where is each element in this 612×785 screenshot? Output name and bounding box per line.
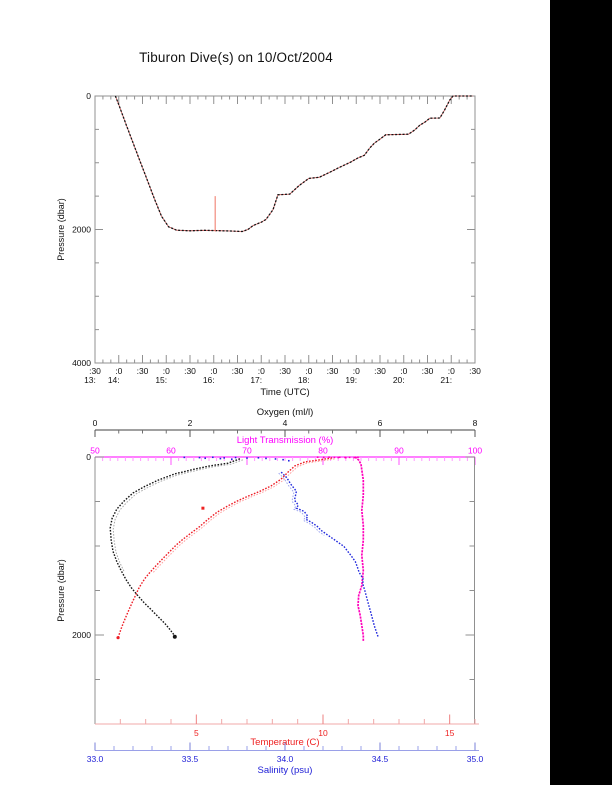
svg-text:19:: 19: <box>345 375 358 385</box>
svg-text:0: 0 <box>92 418 98 428</box>
svg-text::30: :30 <box>184 366 196 376</box>
svg-text:34.0: 34.0 <box>276 754 294 764</box>
svg-text:8: 8 <box>472 418 478 428</box>
svg-text:5: 5 <box>193 728 199 738</box>
svg-text:0: 0 <box>86 91 91 101</box>
right-letterbox <box>550 0 612 785</box>
svg-text::30: :30 <box>326 366 339 376</box>
svg-text::30: :30 <box>374 366 386 376</box>
svg-text::0: :0 <box>115 366 123 376</box>
svg-text::30: :30 <box>279 366 291 376</box>
svg-text:Pressure (dbar): Pressure (dbar) <box>56 198 66 261</box>
svg-text:Salinity (psu): Salinity (psu) <box>257 765 313 776</box>
svg-text:17:: 17: <box>250 375 263 385</box>
svg-text:80: 80 <box>318 445 328 456</box>
svg-text::0: :0 <box>400 366 408 376</box>
svg-text:20:: 20: <box>392 375 405 385</box>
svg-text:34.5: 34.5 <box>371 754 389 764</box>
svg-text:10: 10 <box>318 728 328 738</box>
svg-text:90: 90 <box>394 445 404 456</box>
svg-text:18:: 18: <box>297 375 310 385</box>
svg-text:Time (UTC): Time (UTC) <box>260 387 310 398</box>
svg-text:33.5: 33.5 <box>181 754 199 764</box>
svg-text::30: :30 <box>231 366 244 376</box>
svg-text::0: :0 <box>210 366 218 376</box>
svg-text:50: 50 <box>90 445 100 456</box>
svg-text:100: 100 <box>467 445 483 456</box>
svg-text:15:: 15: <box>155 375 168 385</box>
svg-text:2000: 2000 <box>72 224 91 235</box>
svg-text::30: :30 <box>136 366 149 376</box>
svg-text::0: :0 <box>352 366 360 376</box>
svg-text::30: :30 <box>469 366 481 376</box>
svg-text:Light Transmission (%): Light Transmission (%) <box>236 435 334 446</box>
svg-text::30: :30 <box>89 366 101 376</box>
svg-text:16:: 16: <box>202 375 215 385</box>
svg-text:0: 0 <box>86 452 91 462</box>
svg-text:60: 60 <box>166 445 176 456</box>
svg-text:Temperature (C): Temperature (C) <box>250 737 320 748</box>
svg-text:21:: 21: <box>440 375 453 385</box>
svg-text:33.0: 33.0 <box>86 754 104 764</box>
svg-text:15: 15 <box>444 728 455 738</box>
svg-text:70: 70 <box>242 445 252 456</box>
svg-text::0: :0 <box>305 366 313 376</box>
svg-text::30: :30 <box>421 366 434 376</box>
svg-text:2000: 2000 <box>72 630 91 640</box>
page-title: Tiburon Dive(s) on 10/Oct/2004 <box>139 50 333 65</box>
svg-text:2: 2 <box>187 418 193 428</box>
svg-text::0: :0 <box>162 366 170 376</box>
svg-text:14:: 14: <box>107 375 120 385</box>
svg-text:35.0: 35.0 <box>466 754 484 764</box>
svg-text:6: 6 <box>377 418 383 428</box>
svg-text:Oxygen (ml/l): Oxygen (ml/l) <box>256 407 314 418</box>
svg-text::0: :0 <box>447 366 455 376</box>
svg-text:4000: 4000 <box>72 358 91 368</box>
svg-text:4: 4 <box>282 418 288 428</box>
svg-text::0: :0 <box>257 366 265 376</box>
svg-text:13:: 13: <box>84 375 96 385</box>
svg-text:Pressure (dbar): Pressure (dbar) <box>56 559 66 622</box>
